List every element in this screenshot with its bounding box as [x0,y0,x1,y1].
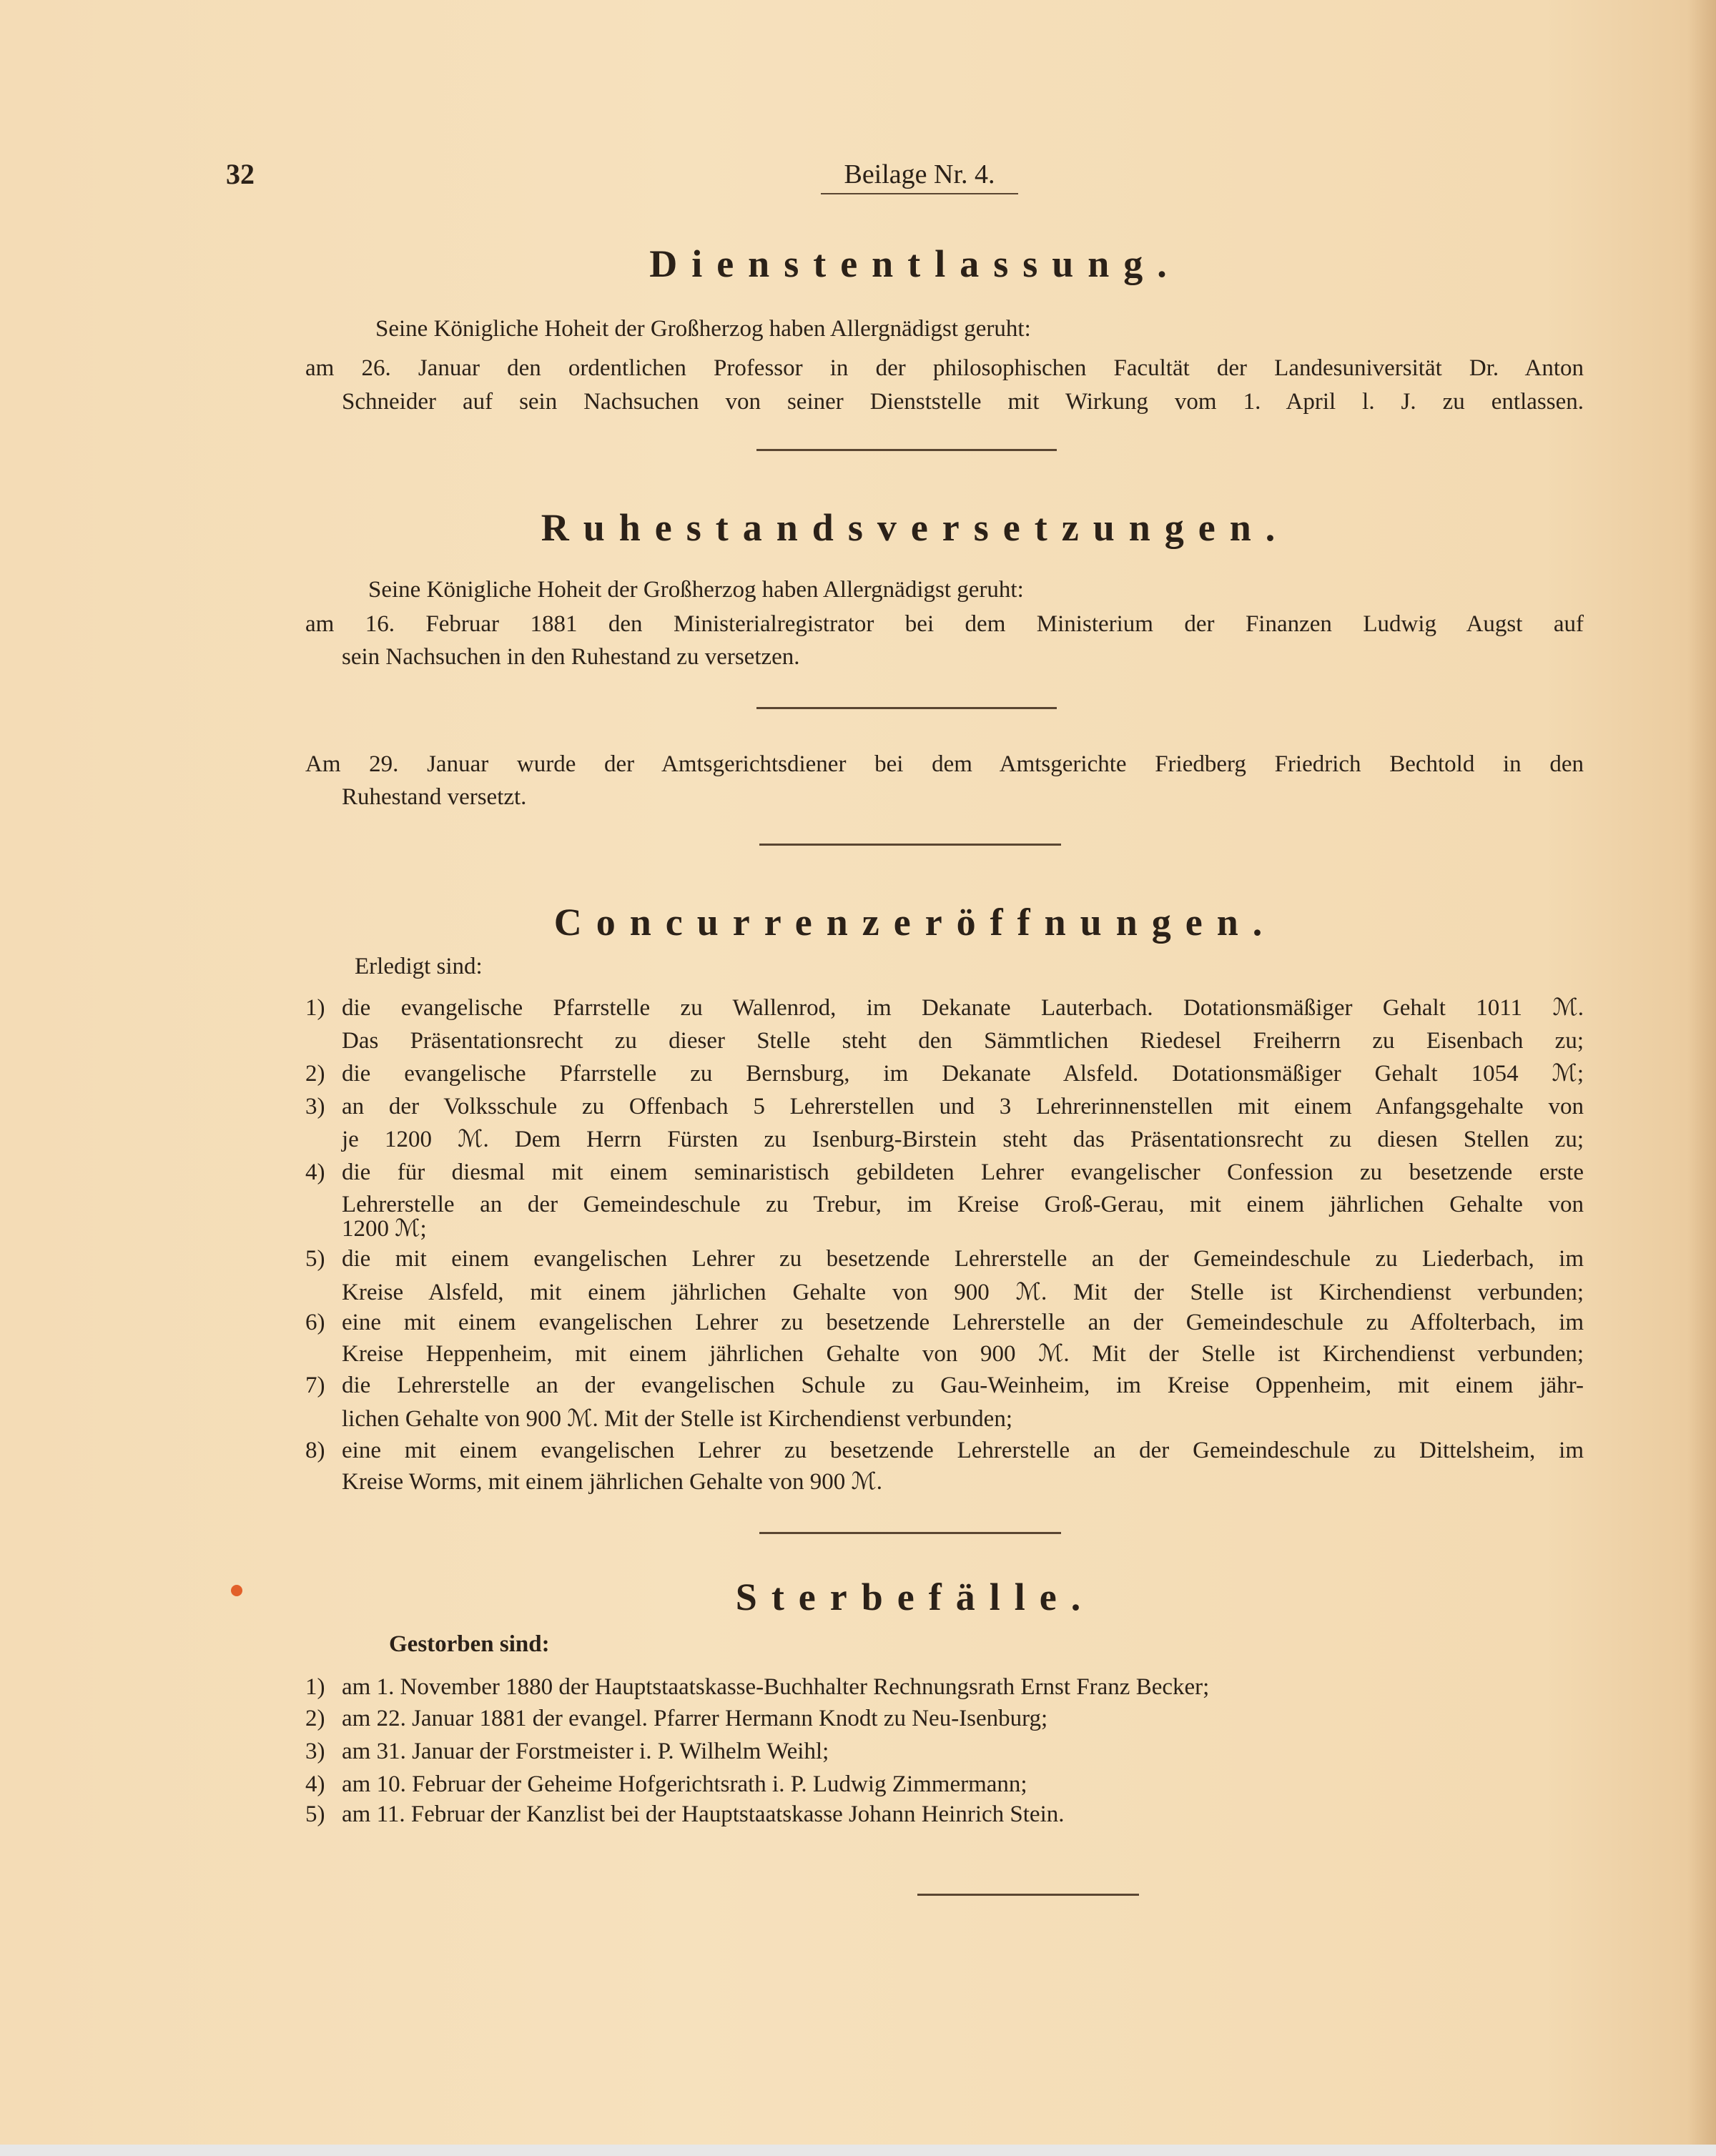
section-title-concurrenzeroeffnungen: Concurrenzeröffnungen. [553,901,1277,944]
text-line: Ruhestand versetzt. [342,784,527,810]
item-number: 3) [305,1094,325,1119]
list-item-line: Kreise Heppenheim, mit einem jährlichen Gehalte von 900 ℳ. Mit der Stelle ist Kirchendienst verbunden; [342,1341,1584,1367]
list-item-line: die für diesmal mit einem seminaristisch gebildeten Lehrer evangelischer Confession zu besetzende erste [342,1159,1584,1185]
scan-mark [231,1585,242,1596]
list-item-line: lichen Gehalte von 900 ℳ. Mit der Stelle ist Kirchendienst verbunden; [342,1406,1012,1432]
item-number: 2) [305,1061,325,1087]
list-item-line: je 1200 ℳ. Dem Herrn Fürsten zu Isenburg-Birstein steht das Präsentationsrecht zu diesen Stellen zu; [342,1127,1584,1152]
item-number: 1) [305,1674,325,1700]
section-intro: Seine Königliche Hoheit der Großherzog haben Allergnädigst geruht: [375,316,1031,342]
item-number: 4) [305,1159,325,1185]
list-item-line: Das Präsentationsrecht zu dieser Stelle steht den Sämmtlichen Riedesel Freiherrn zu Eisenbach zu; [342,1028,1584,1054]
section-divider [756,707,1057,709]
page-edge-shadow [1687,0,1716,2156]
list-item-line: die Lehrerstelle an der evangelischen Schule zu Gau-Weinheim, im Kreise Oppenheim, mit einem jähr- [342,1373,1584,1398]
list-item-line: die mit einem evangelischen Lehrer zu besetzende Lehrerstelle an der Gemeindeschule zu Liederbach, im [342,1246,1584,1272]
section-intro: Gestorben sind: [389,1631,550,1657]
list-item-line: eine mit einem evangelischen Lehrer zu besetzende Lehrerstelle an der Gemeindeschule zu Dittelsheim, im [342,1438,1584,1463]
section-title-ruhestandsversetzungen: Ruhestandsversetzungen. [541,506,1290,549]
page-number: 32 [226,158,255,190]
text-line: sein Nachsuchen in den Ruhestand zu versetzen. [342,644,800,670]
text-line: Schneider auf sein Nachsuchen von seiner Dienststelle mit Wirkung vom 1. April l. J. zu entlassen. [342,389,1584,415]
list-item-line: Lehrerstelle an der Gemeindeschule zu Trebur, im Kreise Groß-Gerau, mit einem jährlichen Gehalte von [342,1192,1584,1217]
item-number: 8) [305,1438,325,1463]
section-intro: Erledigt sind: [355,954,483,979]
end-divider [917,1894,1139,1896]
list-item: am 22. Januar 1881 der evangel. Pfarrer Hermann Knodt zu Neu-Isenburg; [342,1706,1048,1731]
list-item: am 1. November 1880 der Hauptstaatskasse-Buchhalter Rechnungsrath Ernst Franz Becker; [342,1674,1210,1700]
section-divider [756,449,1057,451]
list-item-line: eine mit einem evangelischen Lehrer zu besetzende Lehrerstelle an der Gemeindeschule zu Affolterbach, im [342,1310,1584,1335]
list-item-line: Kreise Alsfeld, mit einem jährlichen Gehalte von 900 ℳ. Mit der Stelle ist Kirchendienst verbunden; [342,1280,1584,1305]
item-number: 1) [305,995,325,1021]
item-number: 6) [305,1310,325,1335]
list-item-line: an der Volksschule zu Offenbach 5 Lehrerstellen und 3 Lehrerinnenstellen mit einem Anfangsgehalte von [342,1094,1584,1119]
item-number: 3) [305,1739,325,1764]
list-item-line: die evangelische Pfarrstelle zu Bernsburg, im Dekanate Alsfeld. Dotationsmäßiger Gehalt 1054 ℳ; [342,1061,1584,1087]
list-item: am 10. Februar der Geheime Hofgerichtsrath i. P. Ludwig Zimmermann; [342,1771,1027,1797]
section-intro: Seine Königliche Hoheit der Großherzog haben Allergnädigst geruht: [368,577,1024,603]
text-line: am 16. Februar 1881 den Ministerialregistrator bei dem Ministerium der Finanzen Ludwig Augst auf [305,611,1584,637]
text-line: Am 29. Januar wurde der Amtsgerichtsdiener bei dem Amtsgerichte Friedberg Friedrich Bechtold in den [305,751,1584,777]
list-item-line: die evangelische Pfarrstelle zu Wallenrod, im Dekanate Lauterbach. Dotationsmäßiger Gehalt 1011 ℳ. [342,995,1584,1021]
page-header-title: Beilage Nr. 4. [844,159,995,189]
item-number: 5) [305,1801,325,1827]
list-item-line: Kreise Worms, mit einem jährlichen Gehalte von 900 ℳ. [342,1469,883,1495]
item-number: 4) [305,1771,325,1797]
list-item-line: 1200 ℳ; [342,1216,427,1242]
item-number: 7) [305,1373,325,1398]
section-title-sterbefaelle: Sterbefälle. [735,1576,1095,1618]
text-line: am 26. Januar den ordentlichen Professor in der philosophischen Facultät der Landesuniversität Dr. Anton [305,355,1584,381]
item-number: 5) [305,1246,325,1272]
header-underline [821,193,1018,194]
section-divider [759,844,1061,846]
list-item: am 31. Januar der Forstmeister i. P. Wilhelm Weihl; [342,1739,829,1764]
list-item: am 11. Februar der Kanzlist bei der Hauptstaatskasse Johann Heinrich Stein. [342,1801,1065,1827]
section-title-dienstentlassung: Dienstentlassung. [649,242,1181,285]
section-divider [759,1532,1061,1534]
item-number: 2) [305,1706,325,1731]
scan-bottom-margin [0,2145,1716,2156]
